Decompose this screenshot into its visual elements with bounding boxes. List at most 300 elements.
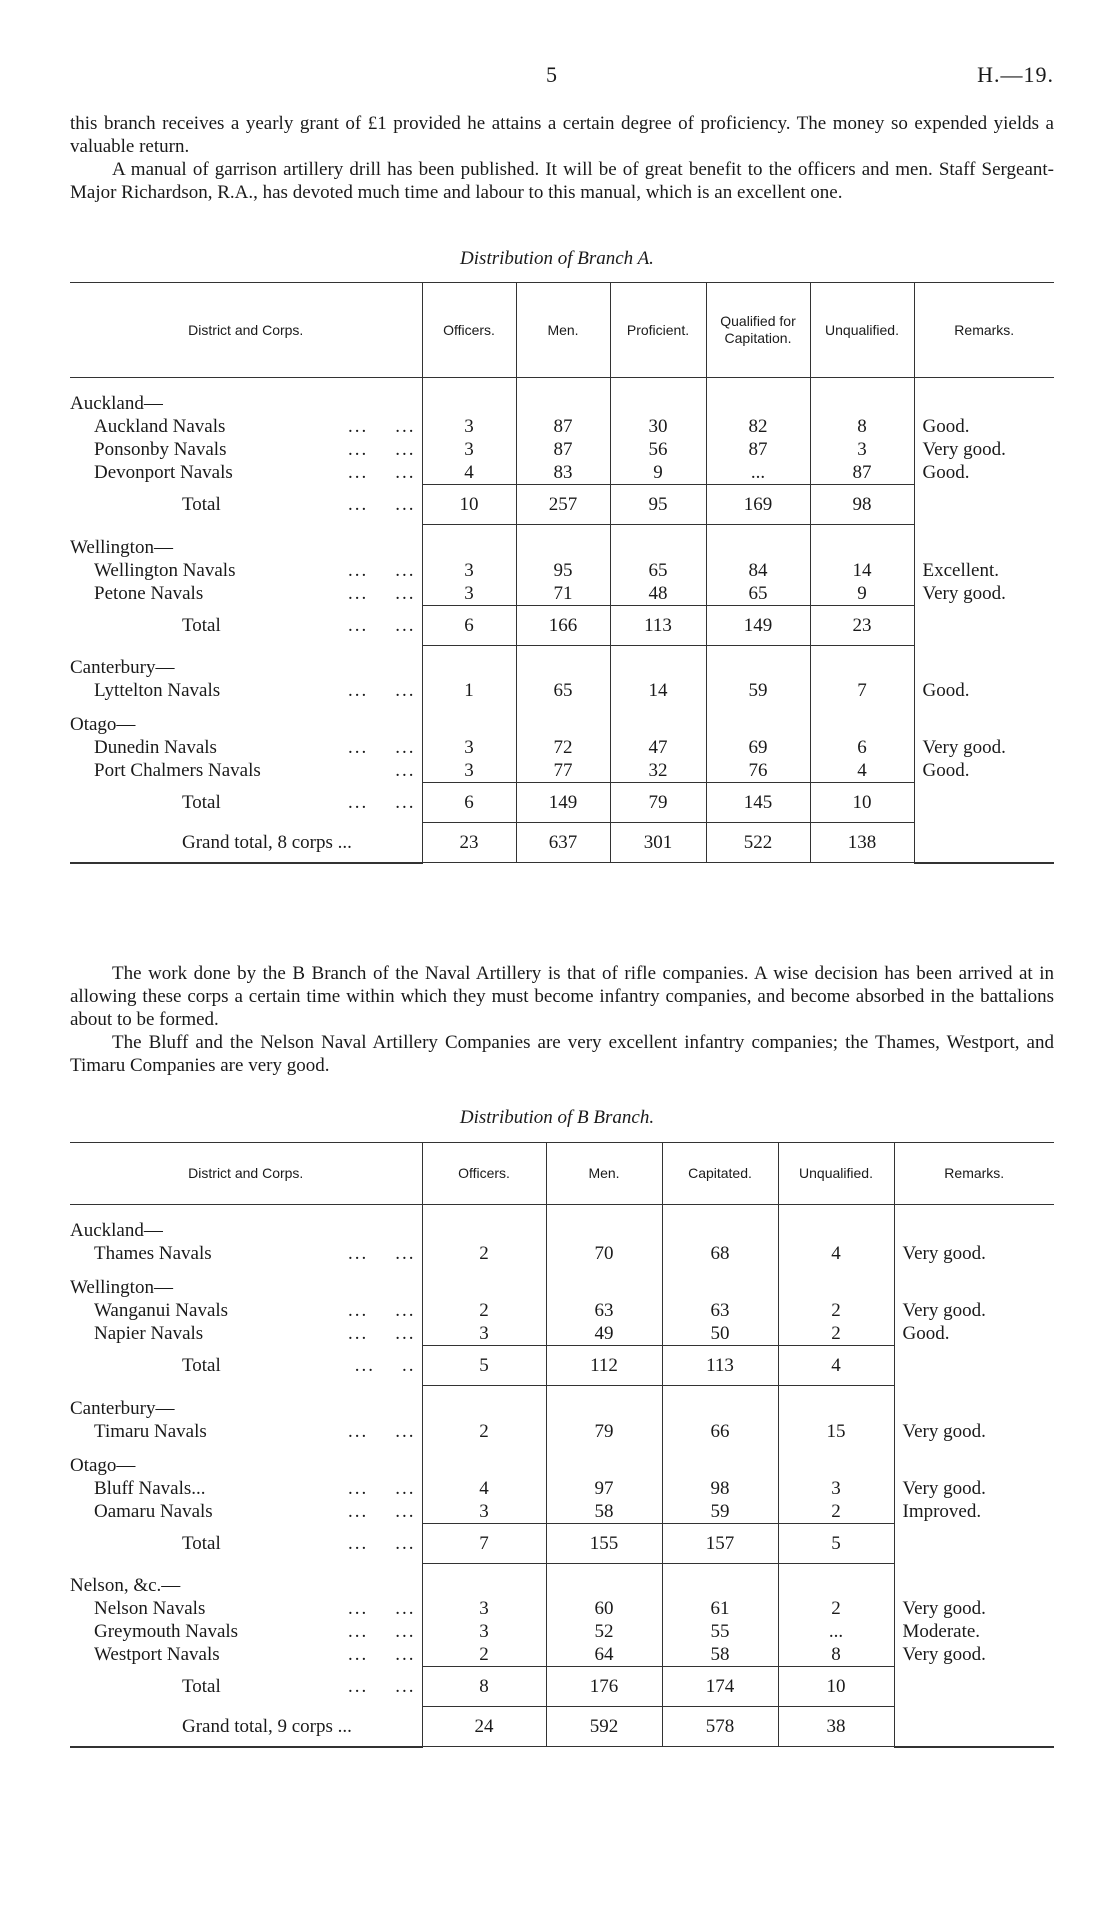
value-cell: 63 [546,1299,662,1322]
value-cell: 32 [610,759,706,783]
leader-dots: ... ... [348,1243,416,1264]
row-label-cell [70,1322,422,1346]
value-cell: 637 [516,823,610,863]
value-cell: 95 [516,559,610,582]
value-cell: 98 [810,485,914,525]
middle-text [70,962,1054,1077]
value-cell: 3 [422,1322,546,1346]
district-name: Otago— [70,714,136,735]
corps-name: Oamaru Navals [94,1500,213,1522]
remark-cell [914,605,1054,645]
value-cell: 2 [422,1299,546,1322]
value-cell: 6 [810,736,914,759]
leader-dots: ... ... [348,416,416,437]
remark-cell: Very good. [894,1420,1054,1443]
row-label-cell [70,485,422,525]
grand-total-row [70,1707,1054,1747]
district-name: Nelson, &c.— [70,1575,181,1596]
remark-cell: Very good. [914,438,1054,461]
value-cell: 71 [516,582,610,606]
value-cell: 176 [546,1667,662,1707]
corps-name: Timaru Navals [94,1420,207,1442]
corps-row [70,1620,1054,1643]
empty-cell [422,645,516,679]
leader-dots: ... ... [348,1477,416,1499]
empty-cell [778,1563,894,1597]
value-cell: 48 [610,582,706,606]
empty-cell [914,702,1054,736]
corps-row [70,1299,1054,1322]
value-cell: 65 [610,559,706,582]
district-row [70,1265,1054,1299]
value-cell: 59 [662,1500,778,1524]
value-cell: 65 [706,582,810,606]
empty-cell [422,525,516,559]
value-cell: 592 [546,1707,662,1747]
empty-cell [662,1443,778,1477]
value-cell: 578 [662,1707,778,1747]
corps-name: Wanganui Navals [94,1300,229,1321]
value-cell: 112 [546,1346,662,1386]
column-header: Men. [546,1143,662,1205]
row-label-cell [70,559,422,582]
page-number: 5 [546,62,557,87]
empty-cell [516,525,610,559]
value-cell: 2 [778,1500,894,1524]
corps-name: Port Chalmers Navals [94,760,261,782]
value-cell: 149 [706,605,810,645]
empty-cell [778,1386,894,1420]
row-label-cell [70,1620,422,1643]
empty-cell [778,1443,894,1477]
remark-cell [894,1523,1054,1563]
empty-cell [516,378,610,416]
value-cell: 1 [422,679,516,702]
value-cell: 166 [516,605,610,645]
value-cell: 23 [810,605,914,645]
value-cell: 66 [662,1420,778,1443]
column-header: District and Corps. [70,1143,422,1205]
table-b-header-row [70,1143,1054,1205]
empty-cell [894,1386,1054,1420]
value-cell: 30 [610,415,706,438]
leader-dots: ... ... [348,1323,416,1345]
value-cell: 61 [662,1597,778,1620]
table-b-caption: Distribution of B Branch. [459,1107,655,1128]
corps-name: Nelson Navals [94,1598,206,1619]
row-label-cell [70,1477,422,1500]
intro-paragraph: A manual of garrison artillery drill has been published. It will be of great benefit to the officers and men. Staff Sergeant-Major Richardson, R.A., has devoted much time and labour to this manual, which is an excellent one. [70,159,1054,203]
column-header: Qualified for Capitation. [706,283,810,378]
corps-name: Greymouth Navals [94,1621,239,1642]
value-cell: 95 [610,485,706,525]
leader-dots: ... .. [354,1355,416,1376]
table-a-caption: Distribution of Branch A. [460,248,654,269]
total-row [70,1346,1054,1386]
leader-dots: ... ... [348,1598,416,1619]
empty-cell [546,1443,662,1477]
value-cell: 84 [706,559,810,582]
empty-cell [610,645,706,679]
corps-row [70,1242,1054,1265]
value-cell: 8 [422,1667,546,1707]
value-cell: 2 [422,1643,546,1667]
row-label-cell [70,736,422,759]
value-cell: 2 [422,1420,546,1443]
empty-cell [516,645,610,679]
value-cell: 5 [422,1346,546,1386]
value-cell: 9 [610,461,706,485]
value-cell: 87 [516,438,610,461]
empty-cell [894,1205,1054,1243]
value-cell: 3 [422,438,516,461]
corps-name: Westport Navals [94,1644,220,1666]
value-cell: 59 [706,679,810,702]
column-header: Capitated. [662,1143,778,1205]
total-row [70,485,1054,525]
row-label-cell [70,759,422,783]
corps-row [70,438,1054,461]
corps-name: Thames Navals [94,1243,212,1264]
district-name: Wellington— [70,1277,173,1298]
corps-name: Petone Navals [94,582,204,604]
value-cell: 2 [778,1322,894,1346]
remark-cell [914,823,1054,863]
value-cell: 174 [662,1667,778,1707]
value-cell: 23 [422,823,516,863]
corps-row [70,1643,1054,1667]
empty-cell [914,525,1054,559]
page-header [0,62,1114,92]
value-cell: 4 [422,1477,546,1500]
body-paragraph: The work done by the B Branch of the Naval Artillery is that of rifle companies. A wise decision has been arrived at in allowing these corps a certain time within which they must become infantry companies, and become absorbed in the battalions about to be formed. [70,963,1054,1030]
value-cell: 7 [422,1523,546,1563]
value-cell: 68 [662,1242,778,1265]
value-cell: 3 [778,1477,894,1500]
column-header: Unqualified. [810,283,914,378]
value-cell: 3 [422,759,516,783]
value-cell: 58 [546,1500,662,1524]
value-cell: 4 [810,759,914,783]
remark-cell: Good. [914,461,1054,485]
row-label-cell [70,823,422,863]
leader-dots: ... ... [348,462,416,484]
document-reference: H.—19. [977,62,1054,87]
row-label-cell [70,1420,422,1443]
district-name: Canterbury— [70,1397,175,1419]
value-cell: 70 [546,1242,662,1265]
leader-dots: ... ... [348,1676,416,1697]
empty-cell [422,1205,546,1243]
leader-dots: ... ... [348,494,416,515]
corps-row [70,736,1054,759]
district-row [70,378,1054,416]
leader-dots: ... ... [348,1300,416,1321]
empty-cell [422,1563,546,1597]
corps-row [70,1420,1054,1443]
row-label-cell [70,461,422,485]
value-cell: 5 [778,1523,894,1563]
leader-dots: ... ... [348,737,416,758]
value-cell: 87 [810,461,914,485]
column-header: Proficient. [610,283,706,378]
leader-dots: ... [395,760,416,782]
value-cell: 72 [516,736,610,759]
empty-cell [810,378,914,416]
value-cell: 3 [422,559,516,582]
empty-cell [516,702,610,736]
empty-cell [546,1386,662,1420]
empty-cell [706,378,810,416]
value-cell: 38 [778,1707,894,1747]
value-cell: 6 [422,605,516,645]
row-label-cell [70,415,422,438]
column-header: Officers. [422,283,516,378]
value-cell: 56 [610,438,706,461]
empty-cell [546,1205,662,1243]
value-cell: 113 [662,1346,778,1386]
total-row [70,783,1054,823]
empty-cell [894,1265,1054,1299]
empty-cell [778,1205,894,1243]
branch-a-table [70,282,1054,864]
row-label-cell [70,605,422,645]
value-cell: 10 [422,485,516,525]
remark-cell: Very good. [894,1299,1054,1322]
leader-dots: ... ... [348,439,416,460]
value-cell: 4 [778,1242,894,1265]
row-label-cell [70,1299,422,1322]
value-cell: 6 [422,783,516,823]
value-cell: 79 [546,1420,662,1443]
value-cell: 257 [516,485,610,525]
value-cell: 3 [422,582,516,606]
value-cell: ... [706,461,810,485]
value-cell: 15 [778,1420,894,1443]
remark-cell: Very good. [894,1643,1054,1667]
intro-text [70,112,1054,204]
district-row [70,645,1054,679]
value-cell: 9 [810,582,914,606]
row-label-cell [70,1667,422,1707]
district-row [70,525,1054,559]
empty-cell [810,525,914,559]
leader-dots: ... ... [348,1500,416,1522]
leader-dots: ... ... [348,1420,416,1442]
value-cell: 52 [546,1620,662,1643]
total-label: Total [182,614,221,636]
value-cell: 3 [810,438,914,461]
leader-dots: ... ... [348,1532,416,1554]
remark-cell: Very good. [894,1597,1054,1620]
corps-name: Bluff Navals... [94,1477,206,1499]
value-cell: 69 [706,736,810,759]
total-label: Total [182,1532,221,1554]
value-cell: 7 [810,679,914,702]
value-cell: 145 [706,783,810,823]
value-cell: 522 [706,823,810,863]
intro-paragraph: this branch receives a yearly grant of £1 provided he attains a certain degree of proficiency. The money so expended yields a valuable return. [70,113,1054,157]
total-label: Total [182,1355,221,1376]
corps-row [70,1477,1054,1500]
row-label-cell [70,582,422,606]
value-cell: 87 [516,415,610,438]
column-header: Unqualified. [778,1143,894,1205]
corps-row [70,415,1054,438]
row-label-cell [70,1346,422,1386]
district-row [70,1386,1054,1420]
empty-cell [546,1563,662,1597]
empty-cell [914,645,1054,679]
district-row [70,1205,1054,1243]
total-row [70,1523,1054,1563]
total-row [70,1667,1054,1707]
remark-cell: Very good. [894,1242,1054,1265]
total-label: Total [182,792,221,813]
value-cell: 3 [422,1500,546,1524]
remark-cell: Moderate. [894,1620,1054,1643]
corps-row [70,679,1054,702]
corps-name: Lyttelton Navals [94,680,221,701]
district-name: Auckland— [70,393,163,414]
value-cell: 83 [516,461,610,485]
value-cell: 77 [516,759,610,783]
empty-cell [706,702,810,736]
corps-row [70,1500,1054,1524]
row-label-cell [70,1242,422,1265]
total-label: Total [182,1676,221,1697]
leader-dots: ... ... [348,1621,416,1642]
remark-cell: Excellent. [914,559,1054,582]
value-cell: 65 [516,679,610,702]
value-cell: 4 [422,461,516,485]
empty-cell [810,645,914,679]
empty-cell [610,525,706,559]
value-cell: 2 [778,1597,894,1620]
row-label-cell [70,1597,422,1620]
value-cell: 149 [516,783,610,823]
corps-row [70,582,1054,606]
value-cell: 10 [778,1667,894,1707]
value-cell: 82 [706,415,810,438]
grand-total-row [70,823,1054,863]
leader-dots: ... ... [348,1644,416,1666]
value-cell: 87 [706,438,810,461]
row-label-cell [70,1500,422,1524]
empty-cell [546,1265,662,1299]
value-cell: 155 [546,1523,662,1563]
empty-cell [422,1386,546,1420]
value-cell: 14 [810,559,914,582]
corps-row [70,759,1054,783]
district-row [70,1563,1054,1597]
remark-cell: Very good. [894,1477,1054,1500]
branch-b-table [70,1142,1054,1748]
value-cell: 64 [546,1643,662,1667]
total-label: Grand total, 8 corps ... [182,831,352,853]
district-name: Wellington— [70,536,173,558]
district-row [70,702,1054,736]
row-label-cell [70,679,422,702]
value-cell: 98 [662,1477,778,1500]
empty-cell [662,1265,778,1299]
corps-name: Auckland Navals [94,416,226,437]
leader-dots: ... ... [348,559,416,581]
remark-cell [914,783,1054,823]
column-header: Remarks. [894,1143,1054,1205]
column-header: Men. [516,283,610,378]
empty-cell [610,702,706,736]
value-cell: 58 [662,1643,778,1667]
empty-cell [778,1265,894,1299]
corps-row [70,559,1054,582]
empty-cell [662,1205,778,1243]
value-cell: 3 [422,415,516,438]
empty-cell [422,1265,546,1299]
value-cell: 2 [778,1299,894,1322]
value-cell: 301 [610,823,706,863]
remark-cell: Very good. [914,582,1054,606]
remark-cell [894,1667,1054,1707]
body-paragraph: The Bluff and the Nelson Naval Artillery Companies are very excellent infantry companies; the Thames, Westport, and Timaru Companies are very good. [70,1032,1054,1076]
remark-cell [894,1707,1054,1747]
corps-name: Ponsonby Navals [94,439,227,460]
value-cell: 60 [546,1597,662,1620]
corps-name: Devonport Navals [94,462,233,484]
value-cell: 8 [778,1643,894,1667]
column-header: District and Corps. [70,283,422,378]
district-row [70,1443,1054,1477]
leader-dots: ... ... [348,680,416,701]
value-cell: 63 [662,1299,778,1322]
value-cell: 24 [422,1707,546,1747]
value-cell: 10 [810,783,914,823]
district-name: Auckland— [70,1220,163,1241]
row-label-cell [70,1707,422,1747]
value-cell: 79 [610,783,706,823]
value-cell: 157 [662,1523,778,1563]
remark-cell: Good. [914,759,1054,783]
remark-cell [914,485,1054,525]
leader-dots: ... ... [348,614,416,636]
column-header: Remarks. [914,283,1054,378]
remark-cell: Good. [914,679,1054,702]
value-cell: 4 [778,1346,894,1386]
empty-cell [894,1563,1054,1597]
empty-cell [894,1443,1054,1477]
district-name: Canterbury— [70,657,175,678]
empty-cell [706,645,810,679]
corps-row [70,461,1054,485]
district-name: Otago— [70,1454,136,1476]
leader-dots: ... ... [348,582,416,604]
value-cell: 3 [422,736,516,759]
row-label-cell [70,1523,422,1563]
value-cell: 97 [546,1477,662,1500]
empty-cell [662,1563,778,1597]
empty-cell [422,378,516,416]
empty-cell [422,1443,546,1477]
value-cell: 138 [810,823,914,863]
leader-dots: ... ... [348,792,416,813]
remark-cell: Good. [894,1322,1054,1346]
total-label: Grand total, 9 corps ... [182,1715,352,1737]
value-cell: ... [778,1620,894,1643]
total-row [70,605,1054,645]
row-label-cell [70,1643,422,1667]
remark-cell: Very good. [914,736,1054,759]
corps-name: Wellington Navals [94,559,236,581]
